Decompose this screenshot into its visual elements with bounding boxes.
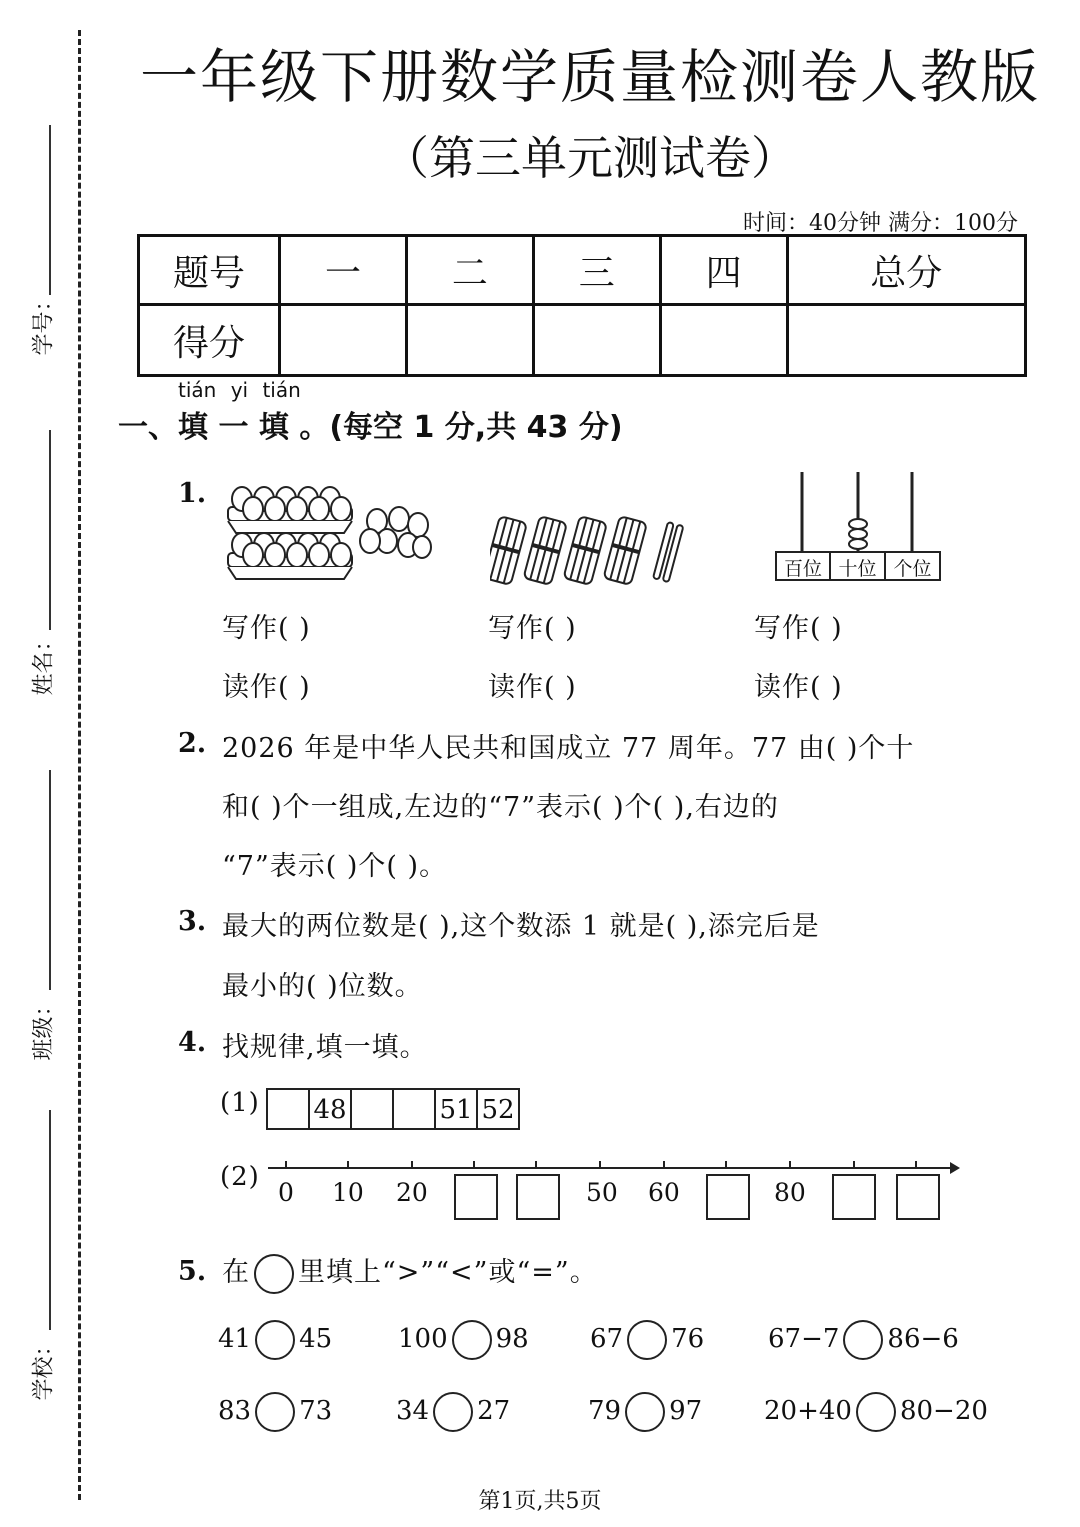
header-cell: 二 (406, 236, 533, 305)
compare-item (398, 1320, 529, 1360)
name-line (49, 430, 51, 630)
q3-line1: 最大的两位数是( ),这个数添 1 就是( ),添完后是 (222, 911, 820, 942)
header-cell: 四 (660, 236, 787, 305)
compare-left: 67 (590, 1324, 624, 1354)
q1-write-1[interactable]: 写作( ) (222, 613, 311, 644)
q2-line3: “7”表示( )个( )。 (222, 851, 448, 882)
nl-label-10: 10 (332, 1178, 364, 1207)
compare-left: 41 (218, 1324, 252, 1354)
student-no-label: 学号： (31, 289, 57, 356)
score-cell[interactable] (787, 305, 1025, 376)
score-table-score-row (139, 305, 1026, 376)
q1-write-3[interactable]: 写作( ) (754, 613, 843, 644)
header-cell: 一 (280, 236, 407, 305)
student-no-line (49, 125, 51, 295)
header-cell: 题号 (139, 236, 280, 305)
nl-answer-box[interactable] (706, 1174, 750, 1220)
compare-circle[interactable] (843, 1320, 883, 1360)
q4-number: 4. (178, 1027, 207, 1058)
compare-right: 98 (495, 1324, 529, 1354)
score-table (137, 234, 1027, 377)
q3-line2: 最小的( )位数。 (222, 971, 423, 1002)
q2-line1: 2026 年是中华人民共和国成立 77 周年。77 由( )个十 (222, 733, 915, 764)
section-heading: 一、填 一 填 。(每空 1 分,共 43 分) (118, 410, 623, 445)
name-label: 姓名： (31, 629, 57, 696)
eggs-picture (222, 485, 437, 585)
compare-item (588, 1392, 702, 1432)
header-cell: 总分 (787, 236, 1025, 305)
nl-answer-box[interactable] (516, 1174, 560, 1220)
seq-cell[interactable] (352, 1090, 394, 1128)
seq-cell: 52 (481, 1095, 515, 1125)
abacus-labels (776, 554, 940, 581)
score-cell[interactable] (406, 305, 533, 376)
compare-right: 76 (671, 1324, 705, 1354)
compare-right: 27 (477, 1396, 511, 1426)
seq-cell: 51 (436, 1090, 478, 1128)
compare-item (764, 1392, 988, 1432)
seq-cell: 48 (310, 1090, 352, 1128)
nl-answer-box[interactable] (832, 1174, 876, 1220)
compare-item (768, 1320, 959, 1360)
circle-icon (254, 1254, 294, 1294)
page-subtitle: （第三单元测试卷） (383, 131, 797, 185)
compare-right: 97 (669, 1396, 703, 1426)
page-footer: 第1页,共5页 (478, 1489, 602, 1514)
compare-item (396, 1392, 510, 1432)
score-table-header-row (139, 236, 1026, 305)
q3-number: 3. (178, 906, 207, 937)
compare-circle[interactable] (452, 1320, 492, 1360)
seq-cell[interactable] (394, 1090, 436, 1128)
compare-right: 86−6 (887, 1324, 959, 1354)
compare-right: 73 (299, 1396, 333, 1426)
abacus-ones-label: 个位 (893, 558, 932, 580)
compare-left: 83 (218, 1396, 252, 1426)
compare-left: 100 (398, 1324, 448, 1354)
page-title: 一年级下册数学质量检测卷人教版 (139, 43, 1040, 111)
q1-write-2[interactable]: 写作( ) (488, 613, 577, 644)
q5-number: 5. (178, 1256, 207, 1287)
nl-answer-box[interactable] (454, 1174, 498, 1220)
sticks-picture (490, 510, 700, 590)
binding-dashed-line (78, 30, 81, 1500)
compare-circle[interactable] (627, 1320, 667, 1360)
nl-label-60: 60 (648, 1178, 680, 1207)
compare-item (590, 1320, 704, 1360)
q4-part1-label: (1) (220, 1088, 260, 1118)
time-info: 时间：40分钟 满分：100分 (743, 211, 1018, 236)
q2-number: 2. (178, 728, 207, 759)
compare-circle[interactable] (255, 1320, 295, 1360)
nl-label-80: 80 (774, 1178, 806, 1207)
q4-text: 找规律,填一填。 (222, 1032, 428, 1063)
header-cell: 三 (533, 236, 660, 305)
seq-cell[interactable] (268, 1090, 310, 1128)
q5-text (222, 1250, 598, 1294)
nl-label-20: 20 (396, 1178, 428, 1207)
abacus-tens-label: 十位 (838, 558, 877, 580)
q4-sequence (266, 1088, 520, 1130)
compare-circle[interactable] (856, 1392, 896, 1432)
compare-right: 45 (299, 1324, 333, 1354)
score-cell[interactable] (280, 305, 407, 376)
score-row-label: 得分 (139, 305, 280, 376)
compare-left: 20+40 (764, 1396, 852, 1426)
score-cell[interactable] (660, 305, 787, 376)
nl-label-50: 50 (586, 1178, 618, 1207)
compare-item (218, 1320, 332, 1360)
compare-left: 79 (588, 1396, 622, 1426)
compare-left: 34 (396, 1396, 430, 1426)
section-pinyin: tián yi tián (178, 378, 301, 402)
compare-circle[interactable] (625, 1392, 665, 1432)
compare-right: 80−20 (899, 1396, 988, 1426)
q1-read-3[interactable]: 读作( ) (754, 672, 843, 703)
compare-circle[interactable] (433, 1392, 473, 1432)
class-line (49, 770, 51, 990)
compare-item (218, 1392, 332, 1432)
class-label: 班级： (31, 994, 57, 1061)
q1-read-2[interactable]: 读作( ) (488, 672, 577, 703)
q1-number: 1. (178, 478, 207, 509)
q4-part2-label: (2) (220, 1162, 260, 1192)
nl-answer-box[interactable] (896, 1174, 940, 1220)
q1-read-1[interactable]: 读作( ) (222, 672, 311, 703)
nl-label-0: 0 (278, 1178, 294, 1207)
score-cell[interactable] (533, 305, 660, 376)
q5-text-before: 在 (222, 1257, 250, 1288)
compare-left: 67−7 (768, 1324, 840, 1354)
compare-circle[interactable] (255, 1392, 295, 1432)
abacus-hundreds-label: 百位 (783, 558, 822, 580)
school-line (49, 1110, 51, 1330)
q2-line2: 和( )个一组成,左边的“7”表示( )个( ),右边的 (222, 792, 779, 823)
school-label: 学校： (31, 1334, 57, 1401)
q5-text-after: 里填上“>”“<”或“=”。 (298, 1257, 598, 1288)
